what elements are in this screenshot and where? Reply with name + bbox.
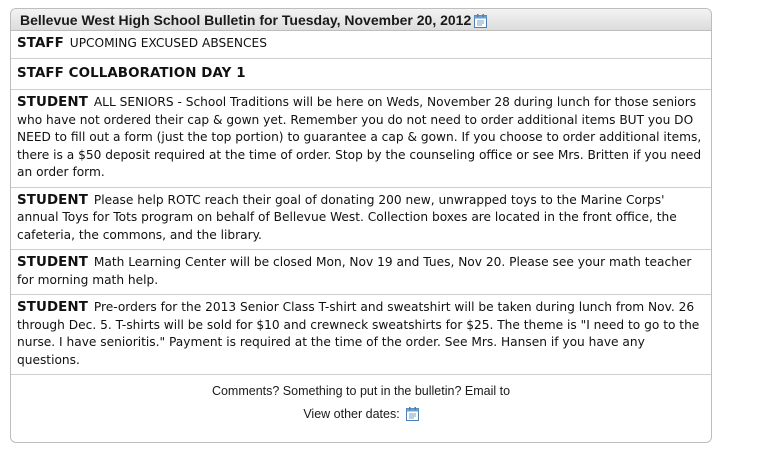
bulletin-item	[11, 295, 711, 375]
item-text: ALL SENIORS - School Traditions will be here on Weds, November 28 during lunch for those seniors who have not ordered their cap & gown yet. Remember you do not need to order additional items BUT you DO NEED to fill out a form (just the top portion) to guarantee a cap & gown. If you choose to order additional items, there is a $50 deposit required at the time of order. Stop by the counseling office or see Mrs. Britten if you need an order form.	[17, 95, 702, 179]
item-category: STUDENT	[17, 300, 88, 315]
item-category: STUDENT	[17, 95, 88, 110]
item-category: STAFF	[17, 36, 64, 51]
bulletin-item	[11, 59, 711, 91]
comments-text: Comments? Something to put in the bulletin? Email to	[211, 384, 511, 398]
view-other-dates-label: View other dates:	[303, 407, 400, 421]
item-category: STUDENT	[17, 192, 88, 208]
bulletin-panel	[10, 8, 712, 443]
bulletin-item	[11, 90, 711, 188]
item-category: STAFF COLLABORATION DAY 1	[17, 65, 246, 81]
view-other-dates	[11, 406, 711, 422]
bulletin-footer	[11, 383, 711, 422]
bulletin-item	[11, 188, 711, 251]
item-text: Please help ROTC reach their goal of donating 200 new, unwrapped toys to the Marine Corps' annual Toys for Tots program on behalf of Bellevue West. Collection boxes are located in the front office, the cafeteria, the commons, and the library.	[17, 192, 677, 242]
bulletin-header	[11, 9, 711, 31]
bulletin-title: Bellevue West High School Bulletin for Tuesday, November 20, 2012	[20, 11, 472, 28]
bulletin-item	[11, 250, 711, 295]
item-category: STUDENT	[17, 255, 88, 270]
calendar-icon[interactable]	[406, 407, 419, 421]
bulletin-item	[11, 31, 711, 59]
item-text: Math Learning Center will be closed Mon, Nov 19 and Tues, Nov 20. Please see your math teacher for morning math help.	[17, 255, 692, 287]
item-text: Pre-orders for the 2013 Senior Class T-shirt and sweatshirt will be taken during lunch from Nov. 26 through Dec. 5. T-shirts will be sold for $10 and crewneck sweatshirts for $25. The theme is "I need to go to the nurse. I have senioritis." Payment is required at the time of the order. See Mrs. Hansen if you have any questions.	[17, 300, 700, 367]
item-text: UPCOMING EXCUSED ABSENCES	[69, 36, 267, 50]
calendar-icon[interactable]	[474, 13, 487, 27]
